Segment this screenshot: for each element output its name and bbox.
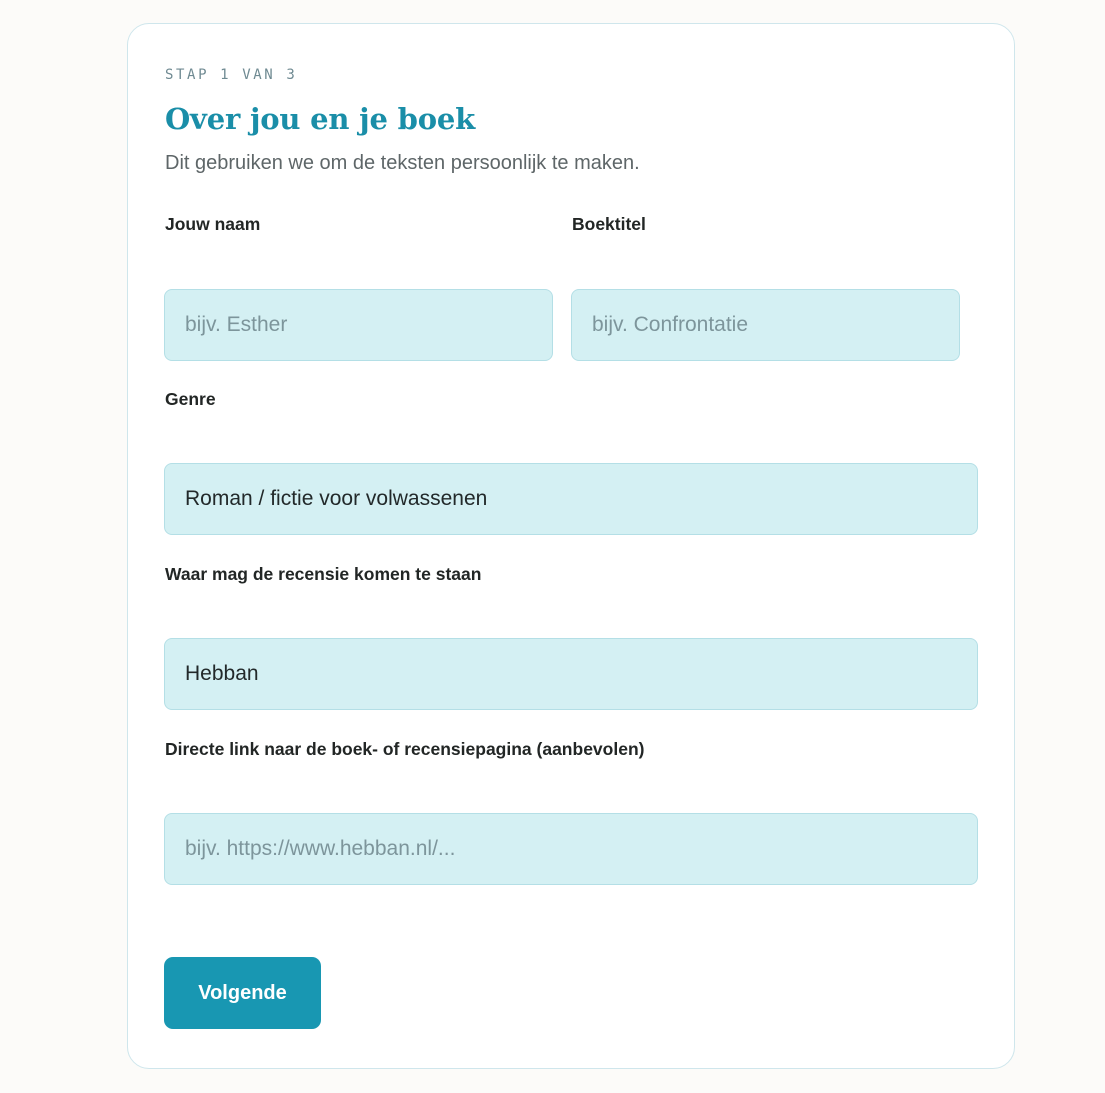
review-location-label: Waar mag de recensie komen te staan	[165, 564, 482, 584]
review-link-input[interactable]	[164, 813, 978, 885]
page-title: Over jou en je boek	[165, 102, 475, 136]
genre-input[interactable]	[164, 463, 978, 535]
review-location-input[interactable]	[164, 638, 978, 710]
step-indicator: STAP 1 VAN 3	[165, 67, 298, 83]
book-title-input[interactable]	[571, 289, 960, 361]
name-label: Jouw naam	[165, 214, 261, 234]
name-input[interactable]	[164, 289, 553, 361]
book-title-label: Boektitel	[572, 214, 646, 234]
review-link-label: Directe link naar de boek- of recensiepagina (aanbevolen)	[165, 739, 645, 759]
next-button[interactable]: Volgende	[164, 957, 321, 1029]
page-subtitle: Dit gebruiken we om de teksten persoonlijk te maken.	[165, 152, 640, 174]
form-card	[127, 23, 1015, 1069]
genre-label: Genre	[165, 389, 216, 409]
